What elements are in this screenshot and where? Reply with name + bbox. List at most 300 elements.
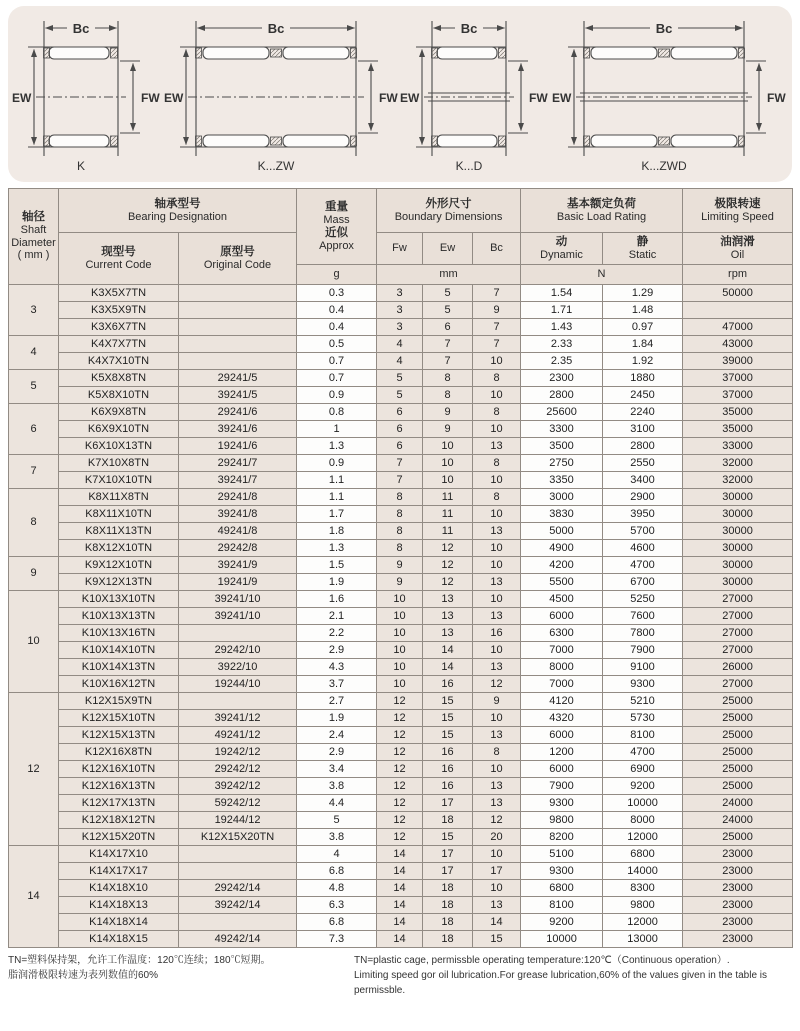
header-static-en: Static xyxy=(628,248,657,261)
ew-cell: 7 xyxy=(423,336,473,353)
fw-cell: 12 xyxy=(377,693,423,710)
oil-speed-cell: 27000 xyxy=(683,625,793,642)
original-code-cell xyxy=(179,336,297,353)
fw-cell: 6 xyxy=(377,438,423,455)
static-load-cell: 2240 xyxy=(603,404,683,421)
fw-cell: 8 xyxy=(377,506,423,523)
table-row xyxy=(9,557,793,574)
current-code-cell: K12X15X20TN xyxy=(59,829,179,846)
fw-cell: 9 xyxy=(377,574,423,591)
ew-cell: 11 xyxy=(423,489,473,506)
current-code-cell: K10X13X16TN xyxy=(59,625,179,642)
fw-cell: 12 xyxy=(377,744,423,761)
oil-speed-cell: 47000 xyxy=(683,319,793,336)
static-load-cell: 1.84 xyxy=(603,336,683,353)
original-code-cell: 29241/5 xyxy=(179,370,297,387)
table-row xyxy=(9,574,793,591)
static-load-cell: 6700 xyxy=(603,574,683,591)
header-basic-load-rating xyxy=(521,189,683,233)
static-load-cell: 5730 xyxy=(603,710,683,727)
header-boundary-dimensions xyxy=(377,189,521,233)
current-code-cell: K3X5X9TN xyxy=(59,302,179,319)
table-row xyxy=(9,506,793,523)
ew-cell: 15 xyxy=(423,693,473,710)
table-row xyxy=(9,540,793,557)
header-original-en: Original Code xyxy=(203,258,272,271)
ew-cell: 17 xyxy=(423,795,473,812)
footnote-en-line2: Limiting speed gor oil lubrication.For grease lubrication,60% of the values given in the table is permissble. xyxy=(354,970,768,996)
original-code-cell: 19241/6 xyxy=(179,438,297,455)
table-row xyxy=(9,489,793,506)
table-row xyxy=(9,404,793,421)
current-code-cell: K5X8X10TN xyxy=(59,387,179,404)
table-row xyxy=(9,659,793,676)
original-code-cell: 29242/12 xyxy=(179,761,297,778)
static-load-cell: 1.92 xyxy=(603,353,683,370)
dynamic-load-cell: 4900 xyxy=(521,540,603,557)
mass-cell: 1.1 xyxy=(297,472,377,489)
table-row xyxy=(9,931,793,948)
fw-cell: 3 xyxy=(377,285,423,302)
fw-cell: 14 xyxy=(377,931,423,948)
current-code-cell: K14X18X14 xyxy=(59,914,179,931)
bc-cell: 10 xyxy=(473,472,521,489)
static-load-cell: 9200 xyxy=(603,778,683,795)
fw-cell: 7 xyxy=(377,472,423,489)
static-load-cell: 4700 xyxy=(603,744,683,761)
diagram-caption-kd: K...D xyxy=(455,159,483,173)
dynamic-load-cell: 1.54 xyxy=(521,285,603,302)
current-code-cell: K3X5X7TN xyxy=(59,285,179,302)
original-code-cell: 39241/9 xyxy=(179,557,297,574)
current-code-cell: K10X13X13TN xyxy=(59,608,179,625)
footnotes xyxy=(8,953,792,998)
dynamic-load-cell: 7900 xyxy=(521,778,603,795)
header-shaft-en2: Diameter xyxy=(11,236,56,249)
static-load-cell: 3400 xyxy=(603,472,683,489)
ew-cell: 8 xyxy=(423,387,473,404)
bc-cell: 10 xyxy=(473,353,521,370)
table-body xyxy=(9,285,793,948)
mass-cell: 0.5 xyxy=(297,336,377,353)
dynamic-load-cell: 4320 xyxy=(521,710,603,727)
bc-cell: 13 xyxy=(473,438,521,455)
dynamic-load-cell: 9300 xyxy=(521,795,603,812)
ew-cell: 5 xyxy=(423,302,473,319)
shaft-diameter-cell: 12 xyxy=(9,693,59,846)
fw-cell: 14 xyxy=(377,914,423,931)
oil-speed-cell: 27000 xyxy=(683,642,793,659)
table-row xyxy=(9,455,793,472)
dynamic-load-cell: 3350 xyxy=(521,472,603,489)
dynamic-load-cell: 3300 xyxy=(521,421,603,438)
oil-speed-cell: 27000 xyxy=(683,591,793,608)
bc-cell: 7 xyxy=(473,285,521,302)
original-code-cell xyxy=(179,625,297,642)
table-row xyxy=(9,353,793,370)
header-dynamic xyxy=(521,233,603,265)
header-mass-unit: g xyxy=(297,265,377,285)
dynamic-load-cell: 6300 xyxy=(521,625,603,642)
original-code-cell xyxy=(179,846,297,863)
mass-cell: 0.8 xyxy=(297,404,377,421)
ew-cell: 18 xyxy=(423,897,473,914)
header-n-unit: N xyxy=(521,265,683,285)
dynamic-load-cell: 6000 xyxy=(521,608,603,625)
ew-cell: 18 xyxy=(423,812,473,829)
mass-cell: 1.1 xyxy=(297,489,377,506)
shaft-diameter-cell: 7 xyxy=(9,455,59,489)
fw-cell: 12 xyxy=(377,710,423,727)
fw-cell: 8 xyxy=(377,540,423,557)
original-code-cell: 29241/7 xyxy=(179,455,297,472)
original-code-cell: 49241/8 xyxy=(179,523,297,540)
current-code-cell: K12X16X8TN xyxy=(59,744,179,761)
dynamic-load-cell: 1.43 xyxy=(521,319,603,336)
footnote-zh-line1: TN=塑料保持架，允许工作温度：120℃连续；180℃短期。 xyxy=(8,955,271,966)
current-code-cell: K14X18X13 xyxy=(59,897,179,914)
bc-cell: 10 xyxy=(473,880,521,897)
oil-speed-cell: 23000 xyxy=(683,880,793,897)
dim-label-ew: EW xyxy=(400,91,420,105)
diagram-kd xyxy=(400,16,552,174)
bc-cell: 10 xyxy=(473,642,521,659)
header-mass-en1: Mass xyxy=(323,213,350,226)
ew-cell: 14 xyxy=(423,659,473,676)
bc-cell: 10 xyxy=(473,421,521,438)
header-mass-en2: Approx xyxy=(319,239,354,252)
fw-cell: 12 xyxy=(377,829,423,846)
original-code-cell: 29242/8 xyxy=(179,540,297,557)
mass-cell: 0.3 xyxy=(297,285,377,302)
original-code-cell: 59242/12 xyxy=(179,795,297,812)
fw-cell: 14 xyxy=(377,897,423,914)
fw-cell: 14 xyxy=(377,880,423,897)
current-code-cell: K5X8X8TN xyxy=(59,370,179,387)
oil-speed-cell: 25000 xyxy=(683,744,793,761)
header-mass-zh2: 近似 xyxy=(325,226,349,239)
static-load-cell: 12000 xyxy=(603,829,683,846)
ew-cell: 13 xyxy=(423,591,473,608)
original-code-cell xyxy=(179,863,297,880)
bc-cell: 9 xyxy=(473,693,521,710)
diagram-kzwd xyxy=(552,16,788,174)
original-code-cell: 39241/6 xyxy=(179,421,297,438)
dynamic-load-cell: 5500 xyxy=(521,574,603,591)
current-code-cell: K12X15X10TN xyxy=(59,710,179,727)
header-rpm-unit: rpm xyxy=(683,265,793,285)
mass-cell: 2.9 xyxy=(297,744,377,761)
fw-cell: 10 xyxy=(377,676,423,693)
fw-cell: 14 xyxy=(377,846,423,863)
dynamic-load-cell: 6800 xyxy=(521,880,603,897)
original-code-cell: 19244/12 xyxy=(179,812,297,829)
diagram-kzw xyxy=(164,16,400,174)
static-load-cell: 2900 xyxy=(603,489,683,506)
oil-speed-cell: 30000 xyxy=(683,557,793,574)
diagram-k xyxy=(12,16,164,174)
mass-cell: 4.8 xyxy=(297,880,377,897)
current-code-cell: K12X16X13TN xyxy=(59,778,179,795)
table-row xyxy=(9,387,793,404)
current-code-cell: K10X14X13TN xyxy=(59,659,179,676)
oil-speed-cell: 32000 xyxy=(683,472,793,489)
dim-label-bc: Bc xyxy=(460,21,478,36)
static-load-cell: 2800 xyxy=(603,438,683,455)
ew-cell: 10 xyxy=(423,472,473,489)
ew-cell: 18 xyxy=(423,914,473,931)
oil-speed-cell: 25000 xyxy=(683,693,793,710)
mass-cell: 1.8 xyxy=(297,523,377,540)
original-code-cell: 39241/10 xyxy=(179,591,297,608)
table-row xyxy=(9,744,793,761)
original-code-cell xyxy=(179,693,297,710)
table-row xyxy=(9,846,793,863)
fw-cell: 7 xyxy=(377,455,423,472)
current-code-cell: K10X16X12TN xyxy=(59,676,179,693)
ew-cell: 15 xyxy=(423,829,473,846)
header-limiting-zh: 极限转速 xyxy=(714,197,761,210)
oil-speed-cell: 37000 xyxy=(683,370,793,387)
mass-cell: 1.3 xyxy=(297,438,377,455)
mass-cell: 0.7 xyxy=(297,370,377,387)
header-oil-zh: 油润滑 xyxy=(720,235,755,248)
mass-cell: 6.8 xyxy=(297,863,377,880)
current-code-cell: K3X6X7TN xyxy=(59,319,179,336)
dynamic-load-cell: 3500 xyxy=(521,438,603,455)
table-row xyxy=(9,336,793,353)
static-load-cell: 13000 xyxy=(603,931,683,948)
dynamic-load-cell: 2.33 xyxy=(521,336,603,353)
table-row xyxy=(9,778,793,795)
mass-cell: 1.9 xyxy=(297,710,377,727)
oil-speed-cell: 26000 xyxy=(683,659,793,676)
oil-speed-cell: 33000 xyxy=(683,438,793,455)
dynamic-load-cell: 4200 xyxy=(521,557,603,574)
mass-cell: 2.9 xyxy=(297,642,377,659)
dim-label-fw: FW xyxy=(767,91,786,105)
ew-cell: 9 xyxy=(423,421,473,438)
header-boundary-en: Boundary Dimensions xyxy=(394,210,503,223)
header-shaft-en1: Shaft xyxy=(20,224,47,237)
ew-cell: 16 xyxy=(423,744,473,761)
bc-cell: 13 xyxy=(473,523,521,540)
oil-speed-cell: 35000 xyxy=(683,421,793,438)
fw-cell: 10 xyxy=(377,591,423,608)
static-load-cell: 8000 xyxy=(603,812,683,829)
current-code-cell: K14X18X15 xyxy=(59,931,179,948)
fw-cell: 10 xyxy=(377,608,423,625)
bc-cell: 10 xyxy=(473,540,521,557)
bc-cell: 10 xyxy=(473,387,521,404)
table-row xyxy=(9,438,793,455)
bc-cell: 8 xyxy=(473,489,521,506)
fw-cell: 12 xyxy=(377,778,423,795)
shaft-diameter-cell: 14 xyxy=(9,846,59,948)
dim-label-fw: FW xyxy=(529,91,548,105)
static-load-cell: 5250 xyxy=(603,591,683,608)
dynamic-load-cell: 25600 xyxy=(521,404,603,421)
header-dynamic-en: Dynamic xyxy=(540,248,583,261)
ew-cell: 10 xyxy=(423,455,473,472)
mass-cell: 6.3 xyxy=(297,897,377,914)
oil-speed-cell: 50000 xyxy=(683,285,793,302)
header-designation-zh: 轴承型号 xyxy=(154,197,201,210)
current-code-cell: K12X17X13TN xyxy=(59,795,179,812)
header-mass-zh1: 重量 xyxy=(325,200,349,213)
dynamic-load-cell: 2300 xyxy=(521,370,603,387)
table-row xyxy=(9,625,793,642)
shaft-diameter-cell: 4 xyxy=(9,336,59,370)
ew-cell: 5 xyxy=(423,285,473,302)
header-current-code xyxy=(59,233,179,285)
original-code-cell: 19241/9 xyxy=(179,574,297,591)
diagram-caption-kzwd: K...ZWD xyxy=(641,159,687,173)
shaft-diameter-cell: 10 xyxy=(9,591,59,693)
bc-cell: 13 xyxy=(473,778,521,795)
table-row xyxy=(9,472,793,489)
original-code-cell: 29241/8 xyxy=(179,489,297,506)
table-row xyxy=(9,914,793,931)
original-code-cell: 49241/12 xyxy=(179,727,297,744)
oil-speed-cell: 23000 xyxy=(683,914,793,931)
ew-cell: 14 xyxy=(423,642,473,659)
bc-cell: 10 xyxy=(473,710,521,727)
ew-cell: 6 xyxy=(423,319,473,336)
oil-speed-cell: 27000 xyxy=(683,676,793,693)
oil-speed-cell: 23000 xyxy=(683,846,793,863)
mass-cell: 1.7 xyxy=(297,506,377,523)
fw-cell: 4 xyxy=(377,353,423,370)
dynamic-load-cell: 8000 xyxy=(521,659,603,676)
table-row xyxy=(9,285,793,302)
fw-cell: 5 xyxy=(377,387,423,404)
header-limiting-speed xyxy=(683,189,793,233)
oil-speed-cell: 43000 xyxy=(683,336,793,353)
ew-cell: 16 xyxy=(423,676,473,693)
ew-cell: 11 xyxy=(423,523,473,540)
oil-speed-cell: 24000 xyxy=(683,795,793,812)
table-row xyxy=(9,829,793,846)
diagram-caption-kzw: K...ZW xyxy=(257,159,295,173)
static-load-cell: 8300 xyxy=(603,880,683,897)
bc-cell: 12 xyxy=(473,812,521,829)
dynamic-load-cell: 4120 xyxy=(521,693,603,710)
oil-speed-cell: 30000 xyxy=(683,506,793,523)
bc-cell: 10 xyxy=(473,557,521,574)
original-code-cell xyxy=(179,285,297,302)
oil-speed-cell: 23000 xyxy=(683,897,793,914)
current-code-cell: K10X14X10TN xyxy=(59,642,179,659)
table-row xyxy=(9,727,793,744)
current-code-cell: K10X13X10TN xyxy=(59,591,179,608)
original-code-cell: 39241/5 xyxy=(179,387,297,404)
oil-speed-cell: 30000 xyxy=(683,489,793,506)
dynamic-load-cell: 2750 xyxy=(521,455,603,472)
static-load-cell: 12000 xyxy=(603,914,683,931)
bc-cell: 13 xyxy=(473,897,521,914)
mass-cell: 5 xyxy=(297,812,377,829)
shaft-diameter-cell: 6 xyxy=(9,404,59,455)
diagram-caption-k: K xyxy=(76,159,86,173)
table-row xyxy=(9,319,793,336)
table-row xyxy=(9,863,793,880)
table-row xyxy=(9,523,793,540)
static-load-cell: 5700 xyxy=(603,523,683,540)
current-code-cell: K12X16X10TN xyxy=(59,761,179,778)
shaft-diameter-cell: 9 xyxy=(9,557,59,591)
dim-label-fw: FW xyxy=(379,91,398,105)
dynamic-load-cell: 3000 xyxy=(521,489,603,506)
bearing-spec-table xyxy=(8,188,793,948)
dynamic-load-cell: 7000 xyxy=(521,676,603,693)
bc-cell: 8 xyxy=(473,455,521,472)
bc-cell: 14 xyxy=(473,914,521,931)
original-code-cell: 39242/12 xyxy=(179,778,297,795)
dim-label-bc: Bc xyxy=(655,21,673,36)
footnote-zh-line2: 脂润滑极限转速为表列数值的60% xyxy=(8,970,159,981)
header-limiting-en: Limiting Speed xyxy=(701,210,774,223)
original-code-cell: 49242/14 xyxy=(179,931,297,948)
header-mm-unit: mm xyxy=(377,265,521,285)
mass-cell: 1.9 xyxy=(297,574,377,591)
bc-cell: 10 xyxy=(473,846,521,863)
ew-cell: 12 xyxy=(423,540,473,557)
oil-speed-cell: 23000 xyxy=(683,863,793,880)
mass-cell: 4 xyxy=(297,846,377,863)
table-row xyxy=(9,676,793,693)
mass-cell: 2.1 xyxy=(297,608,377,625)
dynamic-load-cell: 3830 xyxy=(521,506,603,523)
bc-cell: 13 xyxy=(473,574,521,591)
current-code-cell: K9X12X13TN xyxy=(59,574,179,591)
dim-label-fw: FW xyxy=(141,91,160,105)
ew-cell: 15 xyxy=(423,710,473,727)
header-load-zh: 基本额定负荷 xyxy=(567,197,637,210)
mass-cell: 2.4 xyxy=(297,727,377,744)
bearing-diagrams-panel xyxy=(8,6,792,182)
shaft-diameter-cell: 5 xyxy=(9,370,59,404)
header-static xyxy=(603,233,683,265)
oil-speed-cell: 25000 xyxy=(683,710,793,727)
table-row xyxy=(9,693,793,710)
bc-cell: 17 xyxy=(473,863,521,880)
ew-cell: 13 xyxy=(423,608,473,625)
static-load-cell: 1880 xyxy=(603,370,683,387)
static-load-cell: 2550 xyxy=(603,455,683,472)
dim-label-ew: EW xyxy=(552,91,572,105)
bc-cell: 20 xyxy=(473,829,521,846)
static-load-cell: 6900 xyxy=(603,761,683,778)
dynamic-load-cell: 7000 xyxy=(521,642,603,659)
mass-cell: 4.4 xyxy=(297,795,377,812)
fw-cell: 4 xyxy=(377,336,423,353)
shaft-diameter-cell: 8 xyxy=(9,489,59,557)
ew-cell: 17 xyxy=(423,846,473,863)
ew-cell: 12 xyxy=(423,557,473,574)
dim-label-ew: EW xyxy=(12,91,32,105)
header-original-zh: 原型号 xyxy=(220,245,255,258)
fw-cell: 9 xyxy=(377,557,423,574)
static-load-cell: 3100 xyxy=(603,421,683,438)
dynamic-load-cell: 8100 xyxy=(521,897,603,914)
static-load-cell: 4700 xyxy=(603,557,683,574)
dim-label-ew: EW xyxy=(164,91,184,105)
oil-speed-cell: 24000 xyxy=(683,812,793,829)
table-row xyxy=(9,608,793,625)
static-load-cell: 7600 xyxy=(603,608,683,625)
current-code-cell: K12X15X13TN xyxy=(59,727,179,744)
